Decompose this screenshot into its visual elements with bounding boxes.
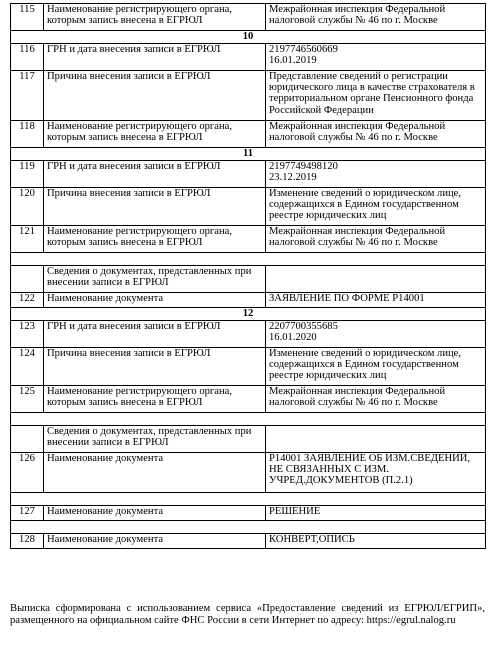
table-row <box>11 71 486 121</box>
row-number: 118 <box>11 121 44 148</box>
field-value: Р14001 ЗАЯВЛЕНИЕ ОБ ИЗМ.СВЕДЕНИЙ, НЕ СВЯЗАННЫХ С ИЗМ. УЧРЕД.ДОКУМЕНТОВ (П.2.1) <box>266 453 486 493</box>
field-label: ГРН и дата внесения записи в ЕГРЮЛ <box>44 44 266 71</box>
table-row <box>11 453 486 493</box>
section-number: 12 <box>11 308 486 321</box>
row-number: 119 <box>11 161 44 188</box>
blank-cell <box>11 413 486 426</box>
field-value: 2197749498120 23.12.2019 <box>266 161 486 188</box>
row-number: 123 <box>11 321 44 348</box>
table-row <box>11 121 486 148</box>
row-number: 121 <box>11 226 44 253</box>
section-row <box>11 148 486 161</box>
table-row <box>11 44 486 71</box>
field-label: Причина внесения записи в ЕГРЮЛ <box>44 348 266 386</box>
footer-note: Выписка сформирована с использованием сервиса «Предоставление сведений из ЕГРЮЛ/ЕГРИП», размещенного на официальном сайте ФНС России в сети Интернет по адресу: https://egrul.nalog.ru <box>10 603 485 626</box>
field-value: Межрайонная инспекция Федеральной налоговой службы № 46 по г. Москве <box>266 4 486 31</box>
row-number: 128 <box>11 534 44 549</box>
field-value: РЕШЕНИЕ <box>266 506 486 521</box>
field-value: Межрайонная инспекция Федеральной налоговой службы № 46 по г. Москве <box>266 386 486 413</box>
blank-row <box>11 521 486 534</box>
field-label: Причина внесения записи в ЕГРЮЛ <box>44 71 266 121</box>
field-label: Сведения о документах, представленных при внесении записи в ЕГРЮЛ <box>44 266 266 293</box>
row-number <box>11 266 44 293</box>
row-number: 125 <box>11 386 44 413</box>
row-number <box>11 426 44 453</box>
field-value: Представление сведений о регистрации юридического лица в качестве страхователя в территориальном органе Пенсионного фонда Российской Федерации <box>266 71 486 121</box>
field-label: Наименование документа <box>44 534 266 549</box>
field-value: Межрайонная инспекция Федеральной налоговой службы № 46 по г. Москве <box>266 226 486 253</box>
blank-row <box>11 413 486 426</box>
row-number: 117 <box>11 71 44 121</box>
section-row <box>11 31 486 44</box>
section-number: 11 <box>11 148 486 161</box>
egrul-extract-table <box>10 3 486 549</box>
field-value: Межрайонная инспекция Федеральной налоговой службы № 46 по г. Москве <box>266 121 486 148</box>
table-row <box>11 534 486 549</box>
field-value: 2197746560669 16.01.2019 <box>266 44 486 71</box>
table-row <box>11 386 486 413</box>
field-value: КОНВЕРТ,ОПИСЬ <box>266 534 486 549</box>
blank-cell <box>11 493 486 506</box>
field-value: Изменение сведений о юридическом лице, содержащихся в Едином государственном реестре юридических лиц <box>266 348 486 386</box>
row-number: 116 <box>11 44 44 71</box>
field-label: Причина внесения записи в ЕГРЮЛ <box>44 188 266 226</box>
section-number: 10 <box>11 31 486 44</box>
section-row <box>11 308 486 321</box>
field-label: Наименование регистрирующего органа, которым запись внесена в ЕГРЮЛ <box>44 121 266 148</box>
field-value <box>266 266 486 293</box>
field-label: Наименование регистрирующего органа, которым запись внесена в ЕГРЮЛ <box>44 4 266 31</box>
blank-cell <box>11 253 486 266</box>
table-row <box>11 506 486 521</box>
field-value: Изменение сведений о юридическом лице, содержащихся в Едином государственном реестре юридических лиц <box>266 188 486 226</box>
table-row <box>11 266 486 293</box>
table-row <box>11 293 486 308</box>
table-row <box>11 226 486 253</box>
field-label: Наименование регистрирующего органа, которым запись внесена в ЕГРЮЛ <box>44 226 266 253</box>
table-row <box>11 4 486 31</box>
table-row <box>11 321 486 348</box>
field-label: Сведения о документах, представленных при внесении записи в ЕГРЮЛ <box>44 426 266 453</box>
blank-row <box>11 493 486 506</box>
blank-row <box>11 253 486 266</box>
row-number: 120 <box>11 188 44 226</box>
field-label: ГРН и дата внесения записи в ЕГРЮЛ <box>44 161 266 188</box>
row-number: 115 <box>11 4 44 31</box>
field-value: 2207700355685 16.01.2020 <box>266 321 486 348</box>
row-number: 126 <box>11 453 44 493</box>
field-label: Наименование документа <box>44 506 266 521</box>
row-number: 122 <box>11 293 44 308</box>
field-label: Наименование регистрирующего органа, которым запись внесена в ЕГРЮЛ <box>44 386 266 413</box>
field-value: ЗАЯВЛЕНИЕ ПО ФОРМЕ Р14001 <box>266 293 486 308</box>
field-label: ГРН и дата внесения записи в ЕГРЮЛ <box>44 321 266 348</box>
table-row <box>11 161 486 188</box>
row-number: 127 <box>11 506 44 521</box>
table-row <box>11 348 486 386</box>
field-value <box>266 426 486 453</box>
table-row <box>11 188 486 226</box>
blank-cell <box>11 521 486 534</box>
table-row <box>11 426 486 453</box>
row-number: 124 <box>11 348 44 386</box>
field-label: Наименование документа <box>44 453 266 493</box>
field-label: Наименование документа <box>44 293 266 308</box>
